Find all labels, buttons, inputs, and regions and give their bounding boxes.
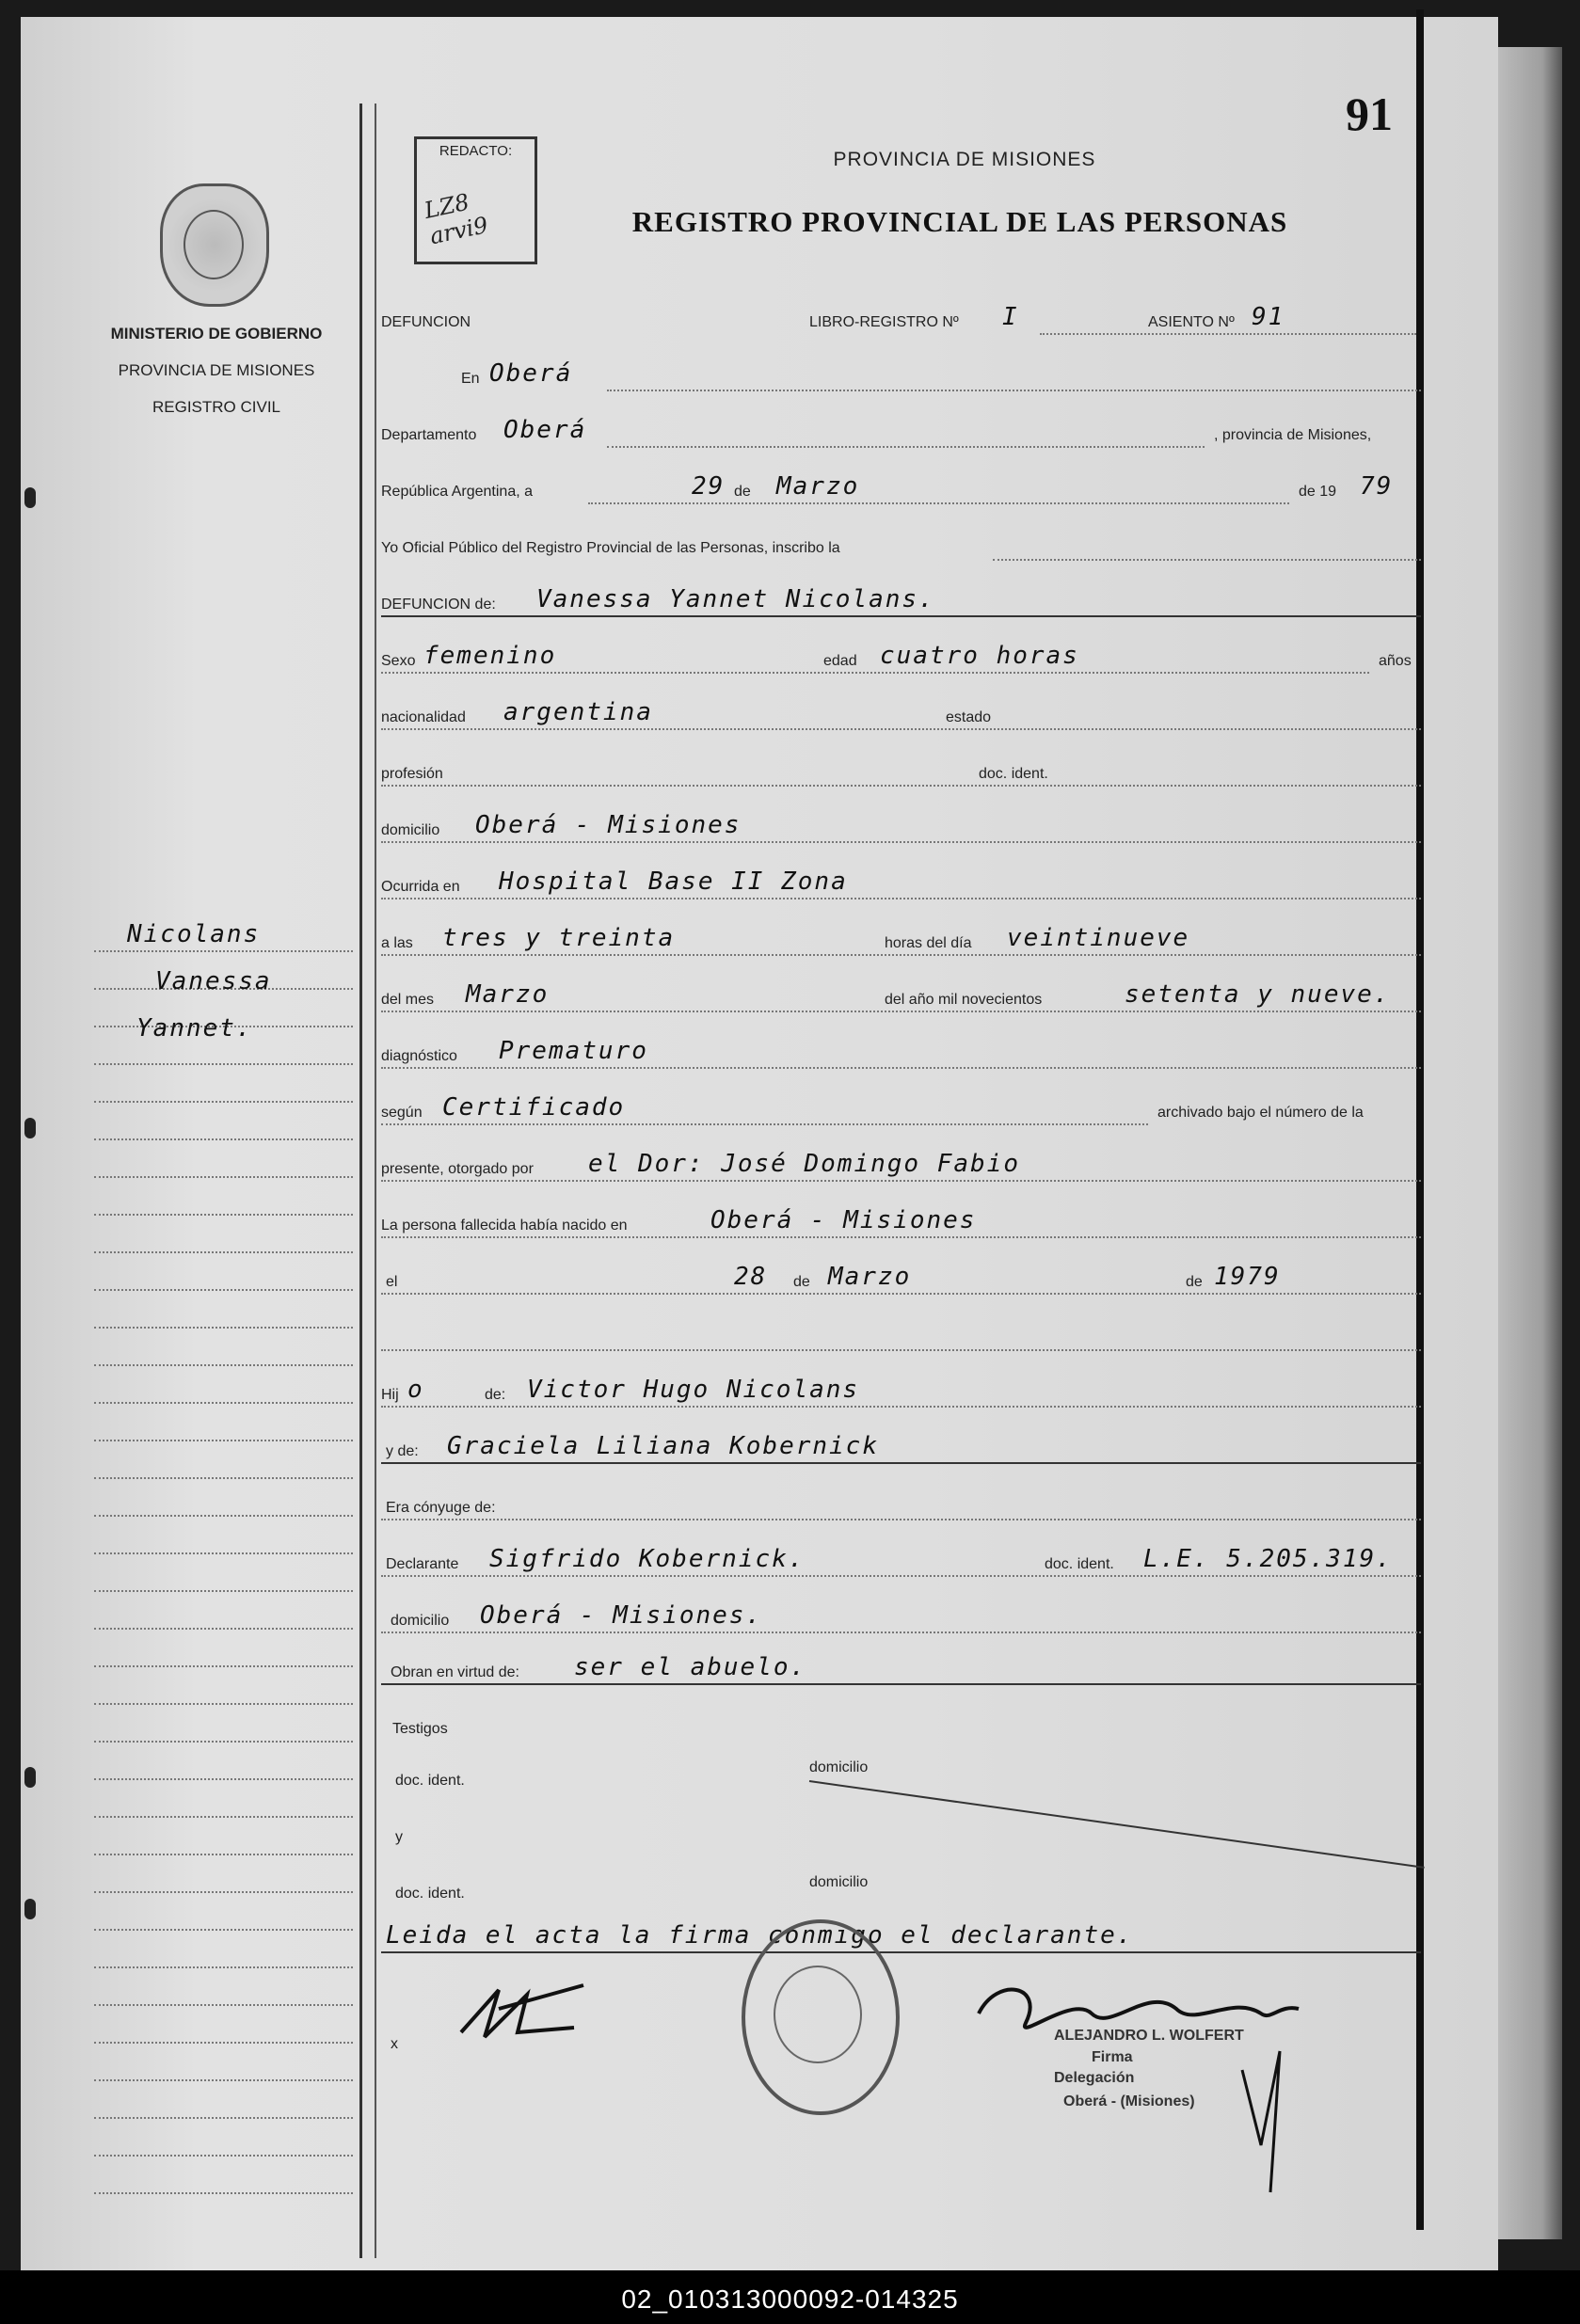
binding-hole <box>24 1767 36 1788</box>
nac-dia: 28 <box>734 1263 768 1291</box>
en-label: En <box>461 371 480 387</box>
republica-label: República Argentina, a <box>381 484 533 500</box>
hijo-de-label: de: <box>485 1387 506 1403</box>
madre-value: Graciela Liliana Kobernick <box>447 1432 879 1460</box>
declarante-doc-label: doc. ident. <box>1045 1556 1114 1572</box>
row-y <box>381 1816 1421 1854</box>
a-las-value: tres y treinta <box>442 924 676 952</box>
domicilio-value: Oberá - Misiones <box>475 811 742 839</box>
nac-anio-label: de <box>1186 1274 1203 1290</box>
asiento-label: ASIENTO Nº <box>1148 314 1235 330</box>
row-nacionalidad <box>381 696 1421 734</box>
margin-ruled-line <box>94 1402 353 1404</box>
row-republica <box>381 470 1421 508</box>
provincia-label: , provincia de Misiones, <box>1214 427 1372 443</box>
y-de-label: y de: <box>386 1443 419 1459</box>
footer-id: 02_010313000092-014325 <box>621 2284 959 2314</box>
defuncion-de-label: DEFUNCION de: <box>381 597 496 613</box>
margin-ruled-line <box>94 1966 353 1968</box>
mes-value: Marzo <box>466 980 550 1009</box>
row-del-mes <box>381 979 1421 1016</box>
obran-value: ser el abuelo. <box>574 1653 807 1681</box>
test-doc1-label: doc. ident. <box>395 1773 465 1789</box>
ocurrida-label: Ocurrida en <box>381 879 460 895</box>
row-segun <box>381 1091 1421 1129</box>
registry-title: REGISTRO PROVINCIAL DE LAS PERSONAS <box>631 205 1288 238</box>
signature-delegacion: Delegación <box>1054 2070 1135 2086</box>
estado-label: estado <box>946 709 992 725</box>
defuncion-de-value: Vanessa Yannet Nicolans. <box>536 585 935 613</box>
margin-ruled-line <box>94 1665 353 1667</box>
page-number: 91 <box>1346 88 1393 140</box>
de-anio-label: de 19 <box>1299 484 1337 500</box>
declarante-label: Declarante <box>386 1556 459 1572</box>
row-en <box>381 358 1421 395</box>
row-test-doc1 <box>381 1759 1421 1797</box>
redacto-box <box>414 136 537 264</box>
leida-value: Leida el acta la firma conmigo el declarante. <box>386 1921 1134 1950</box>
departamento-label: Departamento <box>381 427 477 443</box>
segun-value: Certificado <box>442 1093 626 1122</box>
declarante-value: Sigfrido Kobernick. <box>489 1545 806 1573</box>
margin-ruled-line <box>94 1063 353 1065</box>
margin-rule-inner <box>375 103 376 2258</box>
test-doc2-label: doc. ident. <box>395 1886 465 1902</box>
row-a-las <box>381 922 1421 960</box>
type-label: DEFUNCION <box>381 314 471 330</box>
decl-domicilio-label: domicilio <box>391 1613 450 1629</box>
row-defuncion-de <box>381 583 1421 621</box>
horas-label: horas del día <box>885 935 972 951</box>
sexo-label: Sexo <box>381 653 416 669</box>
margin-ruled-line <box>94 1816 353 1818</box>
ministry-line3: REGISTRO CIVIL <box>152 398 281 416</box>
a-las-label: a las <box>381 935 413 951</box>
margin-ruled-line <box>94 1929 353 1931</box>
margin-ruled-line <box>94 1214 353 1216</box>
en-value: Oberá <box>489 359 573 388</box>
testigos-label: Testigos <box>392 1721 448 1737</box>
margin-ruled-line <box>94 1477 353 1479</box>
row-x <box>381 2023 438 2061</box>
row-profesion <box>381 753 1421 790</box>
edad-label: edad <box>823 653 857 669</box>
margin-ruled-line <box>94 1778 353 1780</box>
row-decl-domicilio <box>381 1600 1421 1637</box>
obran-label: Obran en virtud de: <box>391 1664 519 1680</box>
nac-mes: Marzo <box>828 1263 912 1291</box>
row-presente <box>381 1148 1421 1186</box>
redacto-label: REDACTO: <box>439 143 513 159</box>
dia-value: veintinueve <box>1007 924 1190 952</box>
margin-ruled-line <box>94 1590 353 1592</box>
margin-ruled-line <box>94 1703 353 1705</box>
margin-ruled-line <box>94 1741 353 1743</box>
conyuge-label: Era cónyuge de: <box>386 1500 496 1516</box>
margin-ruled-line <box>94 1327 353 1329</box>
margin-ruled-line <box>94 1251 353 1253</box>
margin-ruled-line <box>94 1138 353 1140</box>
row-oficial <box>381 527 1421 565</box>
test-dom2-label: domicilio <box>809 1874 869 1890</box>
ministry-line1: MINISTERIO DE GOBIERNO <box>110 325 323 342</box>
archivado-label: archivado bajo el número de la <box>1157 1105 1364 1121</box>
row-nacido <box>381 1204 1421 1242</box>
binding-hole <box>24 487 36 508</box>
y-label: y <box>395 1829 403 1845</box>
margin-ruled-line <box>94 1628 353 1630</box>
profesion-label: profesión <box>381 766 443 782</box>
row-madre <box>381 1430 1421 1468</box>
padre-value: Victor Hugo Nicolans <box>527 1376 860 1404</box>
decl-domicilio-value: Oberá - Misiones. <box>480 1601 763 1630</box>
row-leida <box>381 1919 1421 1957</box>
el-label: el <box>386 1274 398 1290</box>
row-blank-1 <box>381 1317 1421 1355</box>
margin-ruled-line <box>94 1854 353 1855</box>
fecha-dia: 29 <box>692 472 726 501</box>
official-stamp-icon <box>742 1919 900 2115</box>
row-ocurrida <box>381 866 1421 903</box>
margin-ruled-line <box>94 2155 353 2157</box>
redacto-value: LZ8 arvi9 <box>422 188 491 250</box>
margin-name-line2: Vanessa <box>155 967 272 995</box>
doc-ident-label: doc. ident. <box>979 766 1048 782</box>
margin-ruled-line <box>94 1552 353 1554</box>
domicilio-label: domicilio <box>381 822 440 838</box>
row-el <box>381 1261 1421 1298</box>
margin-ruled-line <box>94 2004 353 2006</box>
ministry-line2: PROVINCIA DE MISIONES <box>118 361 315 379</box>
departamento-value: Oberá <box>503 416 587 444</box>
binding-hole <box>24 1118 36 1138</box>
signature-role: Firma <box>1092 2049 1133 2065</box>
presente-label: presente, otorgado por <box>381 1161 534 1177</box>
de-label: de <box>734 484 751 500</box>
row-sexo <box>381 640 1421 677</box>
test-dom1-label: domicilio <box>809 1759 869 1775</box>
row-test-doc2 <box>381 1872 1421 1910</box>
oficial-text: Yo Oficial Público del Registro Provincial de las Personas, inscribo la <box>381 540 840 556</box>
margin-ruled-line <box>94 2117 353 2119</box>
x-label: x <box>391 2036 398 2052</box>
row-departamento <box>381 414 1421 452</box>
libro-value: I <box>1002 303 1019 331</box>
margin-ruled-line <box>94 2192 353 2194</box>
margin-ruled-line <box>94 1891 353 1893</box>
nacido-value: Oberá - Misiones <box>710 1206 977 1234</box>
ministry-seal-icon <box>160 183 269 307</box>
hijo-label: Hij <box>381 1387 399 1403</box>
ocurrida-value: Hospital Base II Zona <box>499 868 848 896</box>
row-domicilio <box>381 809 1421 847</box>
official-signature-icon <box>960 1957 1355 2202</box>
margin-ruled-line <box>94 1101 353 1103</box>
edad-value: cuatro horas <box>880 642 1079 670</box>
row-testigos <box>381 1708 1421 1745</box>
nacionalidad-label: nacionalidad <box>381 709 466 725</box>
declarant-signature-icon <box>442 1976 612 2051</box>
segun-label: según <box>381 1105 423 1121</box>
page-edge-stack <box>1496 47 1562 2239</box>
signature-name: ALEJANDRO L. WOLFERT <box>1054 2028 1244 2044</box>
anio-value: setenta y nueve. <box>1125 980 1391 1009</box>
signature-location: Oberá - (Misiones) <box>1063 2093 1195 2109</box>
sexo-value: femenino <box>423 642 557 670</box>
margin-ruled-line <box>94 1176 353 1178</box>
anos-label: años <box>1379 653 1412 669</box>
margin-ruled-line <box>94 1440 353 1441</box>
row-conyuge <box>381 1487 1421 1524</box>
nacionalidad-value: argentina <box>503 698 653 726</box>
asiento-value: 91 <box>1252 303 1285 331</box>
diagnostico-label: diagnóstico <box>381 1048 457 1064</box>
margin-ruled-line <box>94 1515 353 1517</box>
margin-name-line1: Nicolans <box>127 920 261 948</box>
province-title: PROVINCIA DE MISIONES <box>833 149 1096 170</box>
diagnostico-value: Prematuro <box>499 1037 648 1065</box>
row-hijo <box>381 1374 1421 1411</box>
margin-name-line3: Yannet. <box>136 1014 253 1043</box>
margin-ruled-line <box>94 950 353 952</box>
nac-de-label: de <box>793 1274 810 1290</box>
binding-hole <box>24 1899 36 1919</box>
row-diagnostico <box>381 1035 1421 1073</box>
margin-ruled-line <box>94 2079 353 2081</box>
declarante-doc-value: L.E. 5.205.319. <box>1143 1545 1393 1573</box>
margin-ruled-line <box>94 1364 353 1366</box>
row-declarante <box>381 1543 1421 1581</box>
presente-value: el Dor: José Domingo Fabio <box>588 1150 1020 1178</box>
margin-ruled-line <box>94 2042 353 2044</box>
margin-ruled-line <box>94 1289 353 1291</box>
hijo-suffix: o <box>407 1376 424 1404</box>
del-mes-label: del mes <box>381 992 435 1008</box>
fecha-mes: Marzo <box>776 472 860 501</box>
margin-rule <box>359 103 362 2258</box>
row-libro <box>381 301 1421 339</box>
nacido-label: La persona fallecida había nacido en <box>381 1218 628 1234</box>
anio-mil-label: del año mil novecientos <box>885 992 1043 1008</box>
nac-anio: 1979 <box>1214 1263 1281 1291</box>
libro-label: LIBRO-REGISTRO Nº <box>809 314 959 330</box>
fecha-anio: 79 <box>1360 472 1394 501</box>
row-obran <box>381 1651 1421 1689</box>
